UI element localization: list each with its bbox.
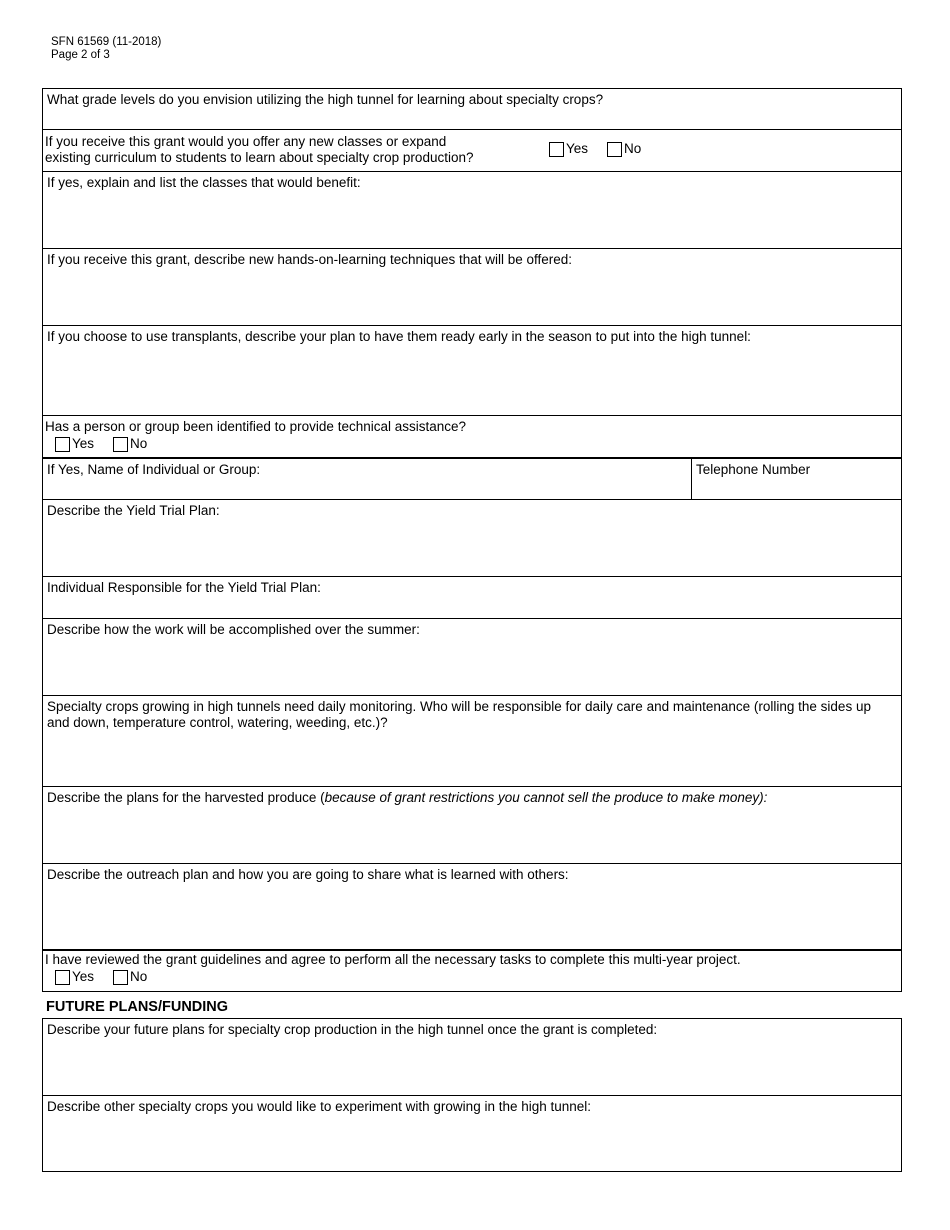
yield-trial-plan-label: Describe the Yield Trial Plan: (47, 503, 220, 518)
daily-monitoring-field[interactable] (42, 696, 902, 787)
daily-monitoring-label: Specialty crops growing in high tunnels need daily monitoring. Who will be responsible for daily care and maintenance (rolling the sides up and down, temperature control, watering, weeding, etc.)? (47, 699, 871, 730)
classes-benefit-field[interactable] (42, 172, 902, 249)
future-plans-label: Describe your future plans for specialty crop production in the high tunnel once the grant is completed: (47, 1022, 658, 1037)
summer-work-label: Describe how the work will be accomplished over the summer: (47, 622, 420, 637)
new-classes-label-line2: existing curriculum to students to learn about specialty crop production? (45, 150, 474, 165)
form-number: SFN 61569 (11-2018) (51, 36, 162, 48)
guidelines-agree-no-checkbox[interactable] (113, 970, 128, 985)
hands-on-label: If you receive this grant, describe new hands-on-learning techniques that will be offered: (47, 252, 573, 267)
classes-benefit-label: If yes, explain and list the classes that would benefit: (47, 175, 361, 190)
transplants-field[interactable] (42, 326, 902, 416)
telephone-field[interactable] (691, 458, 902, 500)
page-number: Page 2 of 3 (51, 49, 110, 61)
outreach-label: Describe the outreach plan and how you are going to share what is learned with others: (47, 867, 569, 882)
guidelines-agree-label: I have reviewed the grant guidelines and agree to perform all the necessary tasks to complete this multi-year project. (45, 952, 741, 967)
new-classes-yes-checkbox[interactable] (549, 142, 564, 157)
harvest-plans-restriction-note: because of grant restrictions you cannot sell the produce to make money): (324, 790, 768, 805)
grade-levels-field[interactable] (42, 88, 902, 130)
yield-trial-responsible-label: Individual Responsible for the Yield Trial Plan: (47, 580, 321, 595)
guidelines-agree-yes-checkbox[interactable] (55, 970, 70, 985)
new-classes-yes-label: Yes (566, 141, 589, 156)
summer-work-field[interactable] (42, 619, 902, 696)
technical-assistance-yes-checkbox[interactable] (55, 437, 70, 452)
technical-assistance-yes-label: Yes (72, 436, 95, 451)
harvest-plans-label: Describe the plans for the harvested produce ( (47, 790, 325, 805)
form-header (51, 36, 161, 62)
yield-trial-plan-field[interactable] (42, 500, 902, 577)
other-crops-field[interactable] (42, 1095, 902, 1172)
technical-assistance-no-label: No (130, 436, 148, 451)
outreach-field[interactable] (42, 864, 902, 950)
individual-group-name-label: If Yes, Name of Individual or Group: (47, 462, 261, 477)
other-crops-label: Describe other specialty crops you would like to experiment with growing in the high tunnel: (47, 1099, 592, 1114)
technical-assistance-no-checkbox[interactable] (113, 437, 128, 452)
technical-assistance-label: Has a person or group been identified to provide technical assistance? (45, 419, 467, 434)
guidelines-agree-no-label: No (130, 969, 148, 984)
yield-trial-responsible-field[interactable] (42, 577, 902, 619)
future-plans-section-title: FUTURE PLANS/FUNDING (46, 999, 229, 1015)
hands-on-field[interactable] (42, 249, 902, 326)
technical-assistance-row (42, 416, 902, 458)
telephone-label: Telephone Number (696, 462, 811, 477)
transplants-label: If you choose to use transplants, describe your plan to have them ready early in the season to put into the high tunnel: (47, 329, 751, 344)
new-classes-label-line1: If you receive this grant would you offer any new classes or expand (45, 134, 447, 149)
new-classes-no-label: No (624, 141, 642, 156)
future-plans-field[interactable] (42, 1018, 902, 1096)
individual-group-name-field[interactable] (42, 458, 692, 500)
new-classes-row (42, 130, 902, 172)
harvest-plans-field[interactable] (42, 787, 902, 864)
guidelines-agree-yes-label: Yes (72, 969, 95, 984)
grade-levels-label: What grade levels do you envision utilizing the high tunnel for learning about specialty crops? (47, 92, 604, 107)
guidelines-agree-row (42, 950, 902, 992)
new-classes-no-checkbox[interactable] (607, 142, 622, 157)
